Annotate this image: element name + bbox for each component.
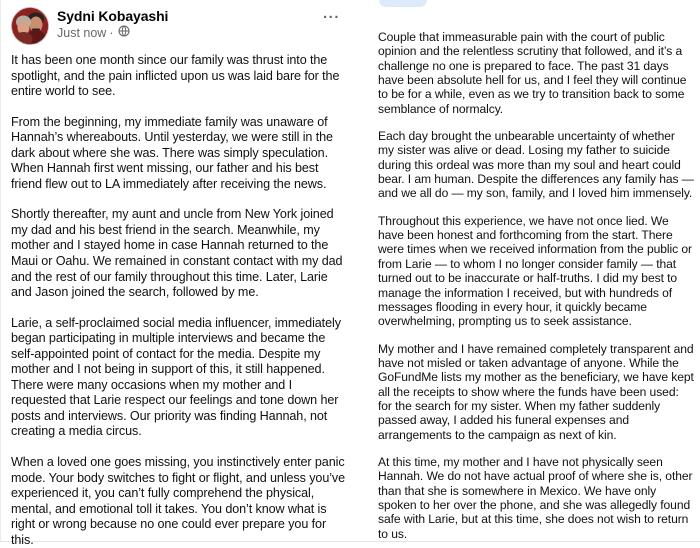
globe-icon [118,25,130,41]
author-name[interactable]: Sydni Kobayashi [57,8,169,24]
post-timestamp[interactable]: Just now [57,26,107,40]
post-paragraph: From the beginning, my immediate family was unaware of Hannah’s whereabouts. Until yesterday, we were still in the dark about where she was. There was simply speculation. When Hannah first went missing, our father and his best friend flew out to LA immediately after receiving the news. [11,114,333,191]
post-paragraph: Larie, a self-proclaimed social media influencer, immediately began participating in multiple interviews and became the self-appointed point of contact for the media. Despite my mother and I not being in support of this, it still happened. There were many occasions when my mother and I requested that Larie respect our feelings and tone down her posts and interviews. Our priority was finding Hannah, not creating a media circus. [11,315,341,439]
post-paragraph: It has been one month since our family was thrust into the spotlight, and the pain inflicted upon us was laid bare for the entire world to see. [11,53,340,99]
post-meta [57,25,321,41]
post-paragraph: Shortly thereafter, my aunt and uncle from New York joined my dad and his best friend in the search. Meanwhile, my mother and I stayed home in case Hannah returned to the Maui or Oahu. We remained in constant contact with my dad and the rest of our family throughout this time. Later, Larie and Jason joined the search, followed by me. [11,207,343,300]
post-paragraph: Throughout this experience, we have not once lied. We have been honest and forthcoming from the start. There were times when we received information from the public or from Larie — to whom I no longer consider family — that turned out to be inaccurate or half-truths. I did my best to manage the information I received, but with hundreds of messages flooding in every hour, it quickly became overwhelming, prompting us to seek assistance. [378,213,692,329]
post-continuation-card [352,0,700,542]
post-body [1,47,352,548]
meta-separator: · [109,26,114,40]
post-header [1,0,352,47]
post-header-text [57,7,321,41]
post-paragraph: Couple that immeasurable pain with the court of public opinion and the relentless scrutiny that followed, and it’s a challenge no one is prepared to face. The past 31 days have been absolute hell for us, and I feel they will continue to be for a while, even as we try to transition back to some semblance of normalcy. [378,30,687,116]
avatar-image [11,7,49,45]
post-paragraph: Each day brought the unbearable uncertainty of whether my sister was alive or dead. Losing my father to suicide during this ordeal was more than my soul and heart could bear. I am human. Despite the differences any family has — and we all do — my son, family, and I loved him immensely. [378,129,694,201]
post-paragraph: At this time, my mother and I have not physically seen Hannah. We do not have actual proof of where she is, other than that she is somewhere in Mexico. We have only spoken to her over the phone, and she was allegedly found safe with Larie, but at this time, she does not wish to return to us. [378,454,693,541]
continuation-body [352,0,700,541]
avatar[interactable] [11,7,49,45]
cropped-blue-element [379,0,427,7]
post-menu-ellipsis-icon[interactable]: ... [322,5,340,22]
post-paragraph: When a loved one goes missing, you instinctively enter panic mode. Your body switches to fight or flight, and unless you’ve experienced it, you can’t fully comprehend the physical, mental, and emotional toll it takes. You don’t know what is right or wrong because no one could ever prepare you for this. [11,455,346,547]
post-paragraph: My mother and I have remained completely transparent and have not misled or taken advantage of anyone. While the GoFundMe lists my mother as the beneficiary, we have kept all the receipts to show where the funds have been used: for the search for my sister. When my father suddenly passed away, I added his funeral expenses and arrangements to the campaign as next of kin. [378,341,694,442]
